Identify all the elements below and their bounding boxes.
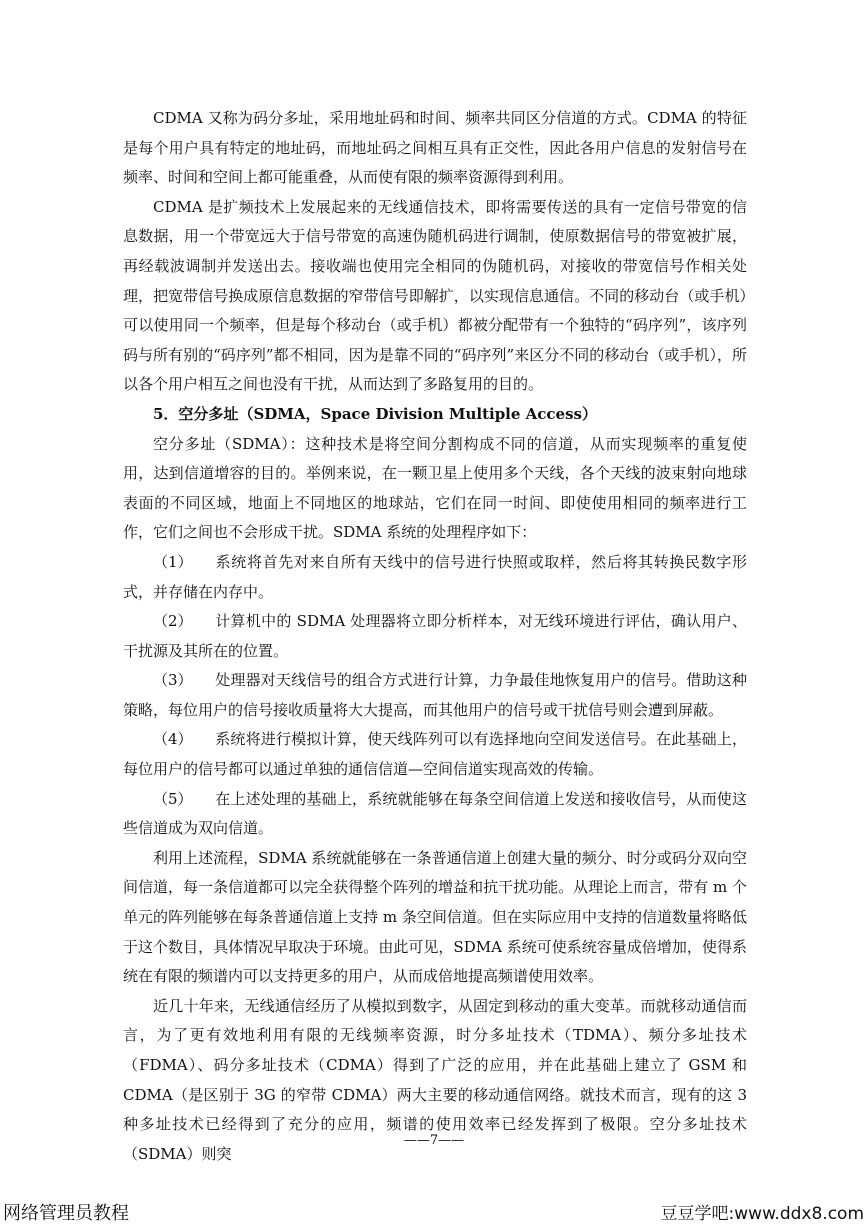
list-item-number: （4） xyxy=(153,730,193,749)
footer-website: 豆豆学吧:www.ddx8.com xyxy=(660,1204,864,1224)
list-item-number: （1） xyxy=(153,552,193,571)
list-item-text: 系统将首先对来自所有天线中的信号进行快照或取样，然后将其转换民数字形式，并存储在内存中。 xyxy=(123,552,747,601)
list-item xyxy=(123,666,747,725)
list-item-number: （5） xyxy=(153,789,193,808)
list-item xyxy=(123,607,747,666)
list-item-text: 处理器对天线信号的组合方式进行计算，力争最佳地恢复用户的信号。借助这种策略，每位用户的信号接收质量将大大提高，而其他用户的信号或干扰信号则会遭到屏蔽。 xyxy=(123,671,747,719)
paragraph-sdma-intro: 空分多址（SDMA）：这种技术是将空间分割构成不同的信道，从而实现频率的重复使用，达到信道增容的目的。举例来说，在一颗卫星上使用多个天线，各个天线的波束射向地球表面的不同区域，地面上不同地区的地球站，它们在同一时间、即使使用相同的频率进行工作，它们之间也不会形成干扰。SDMA 系统的处理程序如下： xyxy=(123,434,747,542)
list-item xyxy=(123,785,747,844)
paragraph-cdma-spread-spectrum: CDMA 是扩频技术上发展起来的无线通信技术，即将需要传送的具有一定信号带宽的信息数据，用一个带宽远大于信号带宽的高速伪随机码进行调制，使原数据信号的带宽被扩展，再经载波调制并发送出去。接收端也使用完全相同的伪随机码，对接收的带宽信号作相关处理，把宽带信号换成原信息数据的窄带信号即解扩，以实现信息通信。不同的移动台（或手机）可以使用同一个频率，但是每个移动台（或手机）都被分配带有一个独特的“码序列”，该序列码与所有别的“码序列”都不相同，因为是靠不同的“码序列”来区分不同的移动台（或手机），所以各个用户相互之间也没有干扰，从而达到了多路复用的目的。 xyxy=(123,197,747,394)
paragraph-wireless-evolution: 近几十年来，无线通信经历了从模拟到数字，从固定到移动的重大变革。而就移动通信而言，为了更有效地利用有限的无线频率资源，时分多址技术（TDMA）、频分多址技术（FDMA）、码分多址技术（CDMA）得到了广泛的应用，并在此基础上建立了 GSM 和 CDMA（是区别于 3G 的窄带 CDMA）两大主要的移动通信网络。就技术而言，现有的这 3 种多址技术已经得到了充分的应用，频谱的使用效率已经发挥到了极限。空分多址技术（SDMA）则突 xyxy=(123,996,747,1163)
list-item-number: （3） xyxy=(153,671,193,690)
list-item-text: 计算机中的 SDMA 处理器将立即分析样本，对无线环境进行评估，确认用户、干扰源及其所在的位置。 xyxy=(123,612,747,660)
list-item-text: 系统将进行模拟计算，使天线阵列可以有选择地向空间发送信号。在此基础上，每位用户的信号都可以通过单独的通信信道—空间信道实现高效的传输。 xyxy=(123,730,747,779)
paragraph-sdma-capacity: 利用上述流程，SDMA 系统就能够在一条普通信道上创建大量的频分、时分或码分双向空间信道，每一条信道都可以完全获得整个阵列的增益和抗干扰功能。从理论上而言，带有 m 个单元的阵列能够在每条普通信道上支持 m 条空间信道。但在实际应用中支持的信道数量将略低于这个数目，具体情况早取决于环境。由此可见，SDMA 系统可使系统容量成倍增加，使得系统在有限的频谱内可以支持更多的用户，从而成倍地提高频谱使用效率。 xyxy=(123,848,747,986)
document-body xyxy=(123,104,747,1169)
page-number: ——7—— xyxy=(403,1133,465,1148)
list-item-text: 在上述处理的基础上，系统就能够在每条空间信道上发送和接收信号，从而使这些信道成为双向信道。 xyxy=(123,789,747,838)
footer-book-title: 网络管理员教程 xyxy=(3,1203,129,1224)
section-heading-sdma: 5．空分多址（SDMA，Space Division Multiple Access） xyxy=(153,404,597,423)
list-item xyxy=(123,725,747,784)
paragraph-cdma-definition: CDMA 又称为码分多址，采用地址码和时间、频率共同区分信道的方式。CDMA 的特征是每个用户具有特定的地址码，而地址码之间相互具有正交性，因此各用户信息的发射信号在频率、时间和空间上都可能重叠，从而使有限的频率资源得到利用。 xyxy=(123,109,747,187)
list-item xyxy=(123,548,747,607)
list-item-number: （2） xyxy=(153,612,193,631)
